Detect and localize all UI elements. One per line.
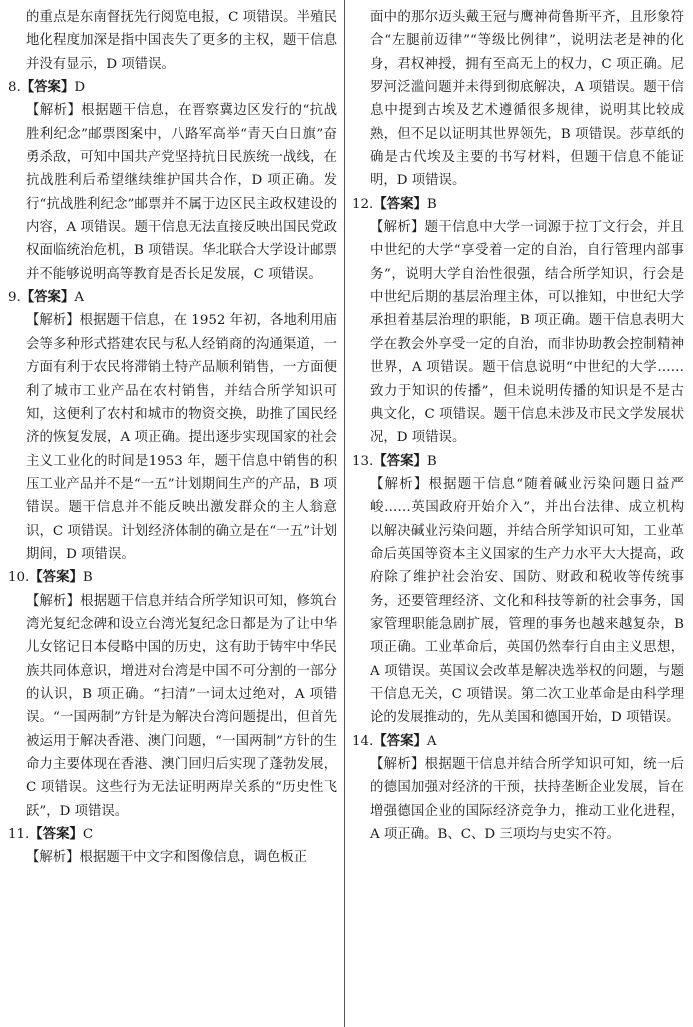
column-divider [344,0,345,1027]
answer-label: 【答案】 [20,289,75,306]
left-column [8,6,337,870]
explanation-paragraph: 【解析】题干信息中大学一词源于拉丁文行会，并且中世纪的大学“享受着一定的自治，自行管理内部事务”，说明大学自治性很强，结合所学知识，行会是中世纪后期的基层治理主体，可以推知，中世纪大学承担着基层治理的职能，B 项正确。题干信息表明大学在教会外享受一定的自治，而非协助教会控制精神世界，A 项错误。题干信息说明“中世纪的大学……致力于知识的传播”，但未说明传播的知识是不是古典文化，C 项错误。题干信息未涉及市民文学发展状况，D 项错误。 [370,220,684,446]
answer-value: B [82,570,93,586]
answer-label: 【答案】 [29,569,83,586]
explanation-paragraph: 【解析】根据题干信息，在晋察冀边区发行的“抗战胜利纪念”邮票图案中，八路军高举“青天白日旗”奋勇杀敌，可知中国共产党坚持抗日民族统一战线，在抗战胜利后希望继续维护国共合作，D 项正确。发行“抗战胜利纪念”邮票并不属于边区民主政权建设的内容，A 项错误。题干信息无法直接反映出国民党政权面临统治危机，B 项错误。华北联合大学设计邮票并不能够说明高等教育是否长足发展，C 项错误。 [26,103,337,282]
answer-value: D [74,80,86,96]
question-number: 8. [8,80,21,96]
question-number: 12. [352,196,374,212]
answer-label: 【答案】 [373,195,427,212]
answer-value: A [426,733,437,749]
answer-line [8,76,337,99]
answer-value: B [426,453,437,469]
answer-value: C [82,827,94,843]
answer-line [8,823,337,846]
answer-line [8,286,337,309]
explanation-paragraph: 【解析】根据题干信息，在 1952 年初，各地利用庙会等多种形式搭建农民与私人经销商的沟通渠道，一方面有利于农民将滞销土特产品顺利销售，一方面便利了城市工业产品在农村销售，并结合所学知识可知，这便利了农村和城市的物资交换，助推了国民经济的恢复发展，A 项正确。提出逐步实现国家的社会主义工业化的时间是1953 年，题干信息中销售的积压工业产品并不是“一五”计划期间生产的产品，B 项错误。题干信息并不能反映出激发群众的主人翁意识，C 项错误。计划经济体制的确立是在“一五”计划期间，D 项错误。 [26,313,337,562]
question-number: 9. [8,290,21,306]
answer-label: 【答案】 [29,826,83,843]
answer-value: B [426,196,437,212]
answer-label: 【答案】 [20,79,75,96]
question-number: 10. [8,570,30,586]
explanation-paragraph: 【解析】根据题干信息并结合所学知识可知，统一后的德国加强对经济的干预，扶持垄断企业发展，旨在增强德国企业的国际经济竞争力，推动工业化进程，A 项正确。B、C、D 三项均与史实不符。 [370,757,684,843]
question-number: 11. [8,827,30,843]
question-number: 14. [352,733,374,749]
explanation-paragraph: 的重点是东南督抚先行阅览电报，C 项错误。半殖民地化程度加深是指中国丧失了更多的主权，题干信息并没有显示，D 项错误。 [26,10,337,72]
answer-label: 【答案】 [373,732,427,749]
answer-line [8,566,337,589]
question-number: 13. [352,453,374,469]
answer-value: A [74,290,85,306]
answer-line [352,450,684,473]
answer-line [352,193,684,216]
explanation-paragraph: 【解析】根据题干中文字和图像信息，调色板正 [26,850,308,866]
right-column [352,6,684,846]
explanation-paragraph: 面中的那尔迈头戴王冠与鹰神荷鲁斯平齐，且形象符合“左腿前迈律”“等级比例律”，说明法老是神的化身，君权神授，拥有至高无上的权力，C 项正确。尼罗河泛滥问题并未得到彻底解决，A 项错误。题干信息中提到古埃及艺术遵循很多规律，说明其比较成熟，但不足以证明其世界领先，B 项错误。莎草纸的确是古代埃及主要的书写材料，但题干信息不能证明，D 项错误。 [370,10,684,189]
answer-label: 【答案】 [373,452,427,469]
explanation-paragraph: 【解析】根据题干信息“随着碱业污染问题日益严峻……英国政府开始介入”，并出台法律、成立机构以解决碱业污染问题，并结合所学知识可知，工业革命后英国等资本主义国家的生产力水平大大提高，政府除了维护社会治安、国防、财政和税收等传统事务，还要管理经济、文化和科技等新的社会事务，国家管理职能急剧扩展，管理的事务也越来越复杂，B 项正确。工业革命后，英国仍然奉行自由主义思想，A 项错误。英国议会改革是解决选举权的问题，与题干信息无关，C 项错误。第二次工业革命是由科学理论的发展推动的，先从美国和德国开始，D 项错误。 [370,476,684,726]
answer-line [352,730,684,753]
explanation-paragraph: 【解析】根据题干信息并结合所学知识可知，修筑台湾光复纪念碑和设立台湾光复纪念日都是为了让中华儿女铭记日本侵略中国的历史，这有助于铸牢中华民族共同体意识，增进对台湾是中国不可分割的一部分的认识，B 项正确。“扫清”一词太过绝对，A 项错误。“一国两制”方针是为解决台湾问题提出，但首先被运用于解决香港、澳门问题，“一国两制”方针的生命力主要体现在香港、澳门回归后实现了蓬勃发展，C 项错误。这些行为无法证明两岸关系的“历史性飞跃”，D 项错误。 [26,593,337,819]
